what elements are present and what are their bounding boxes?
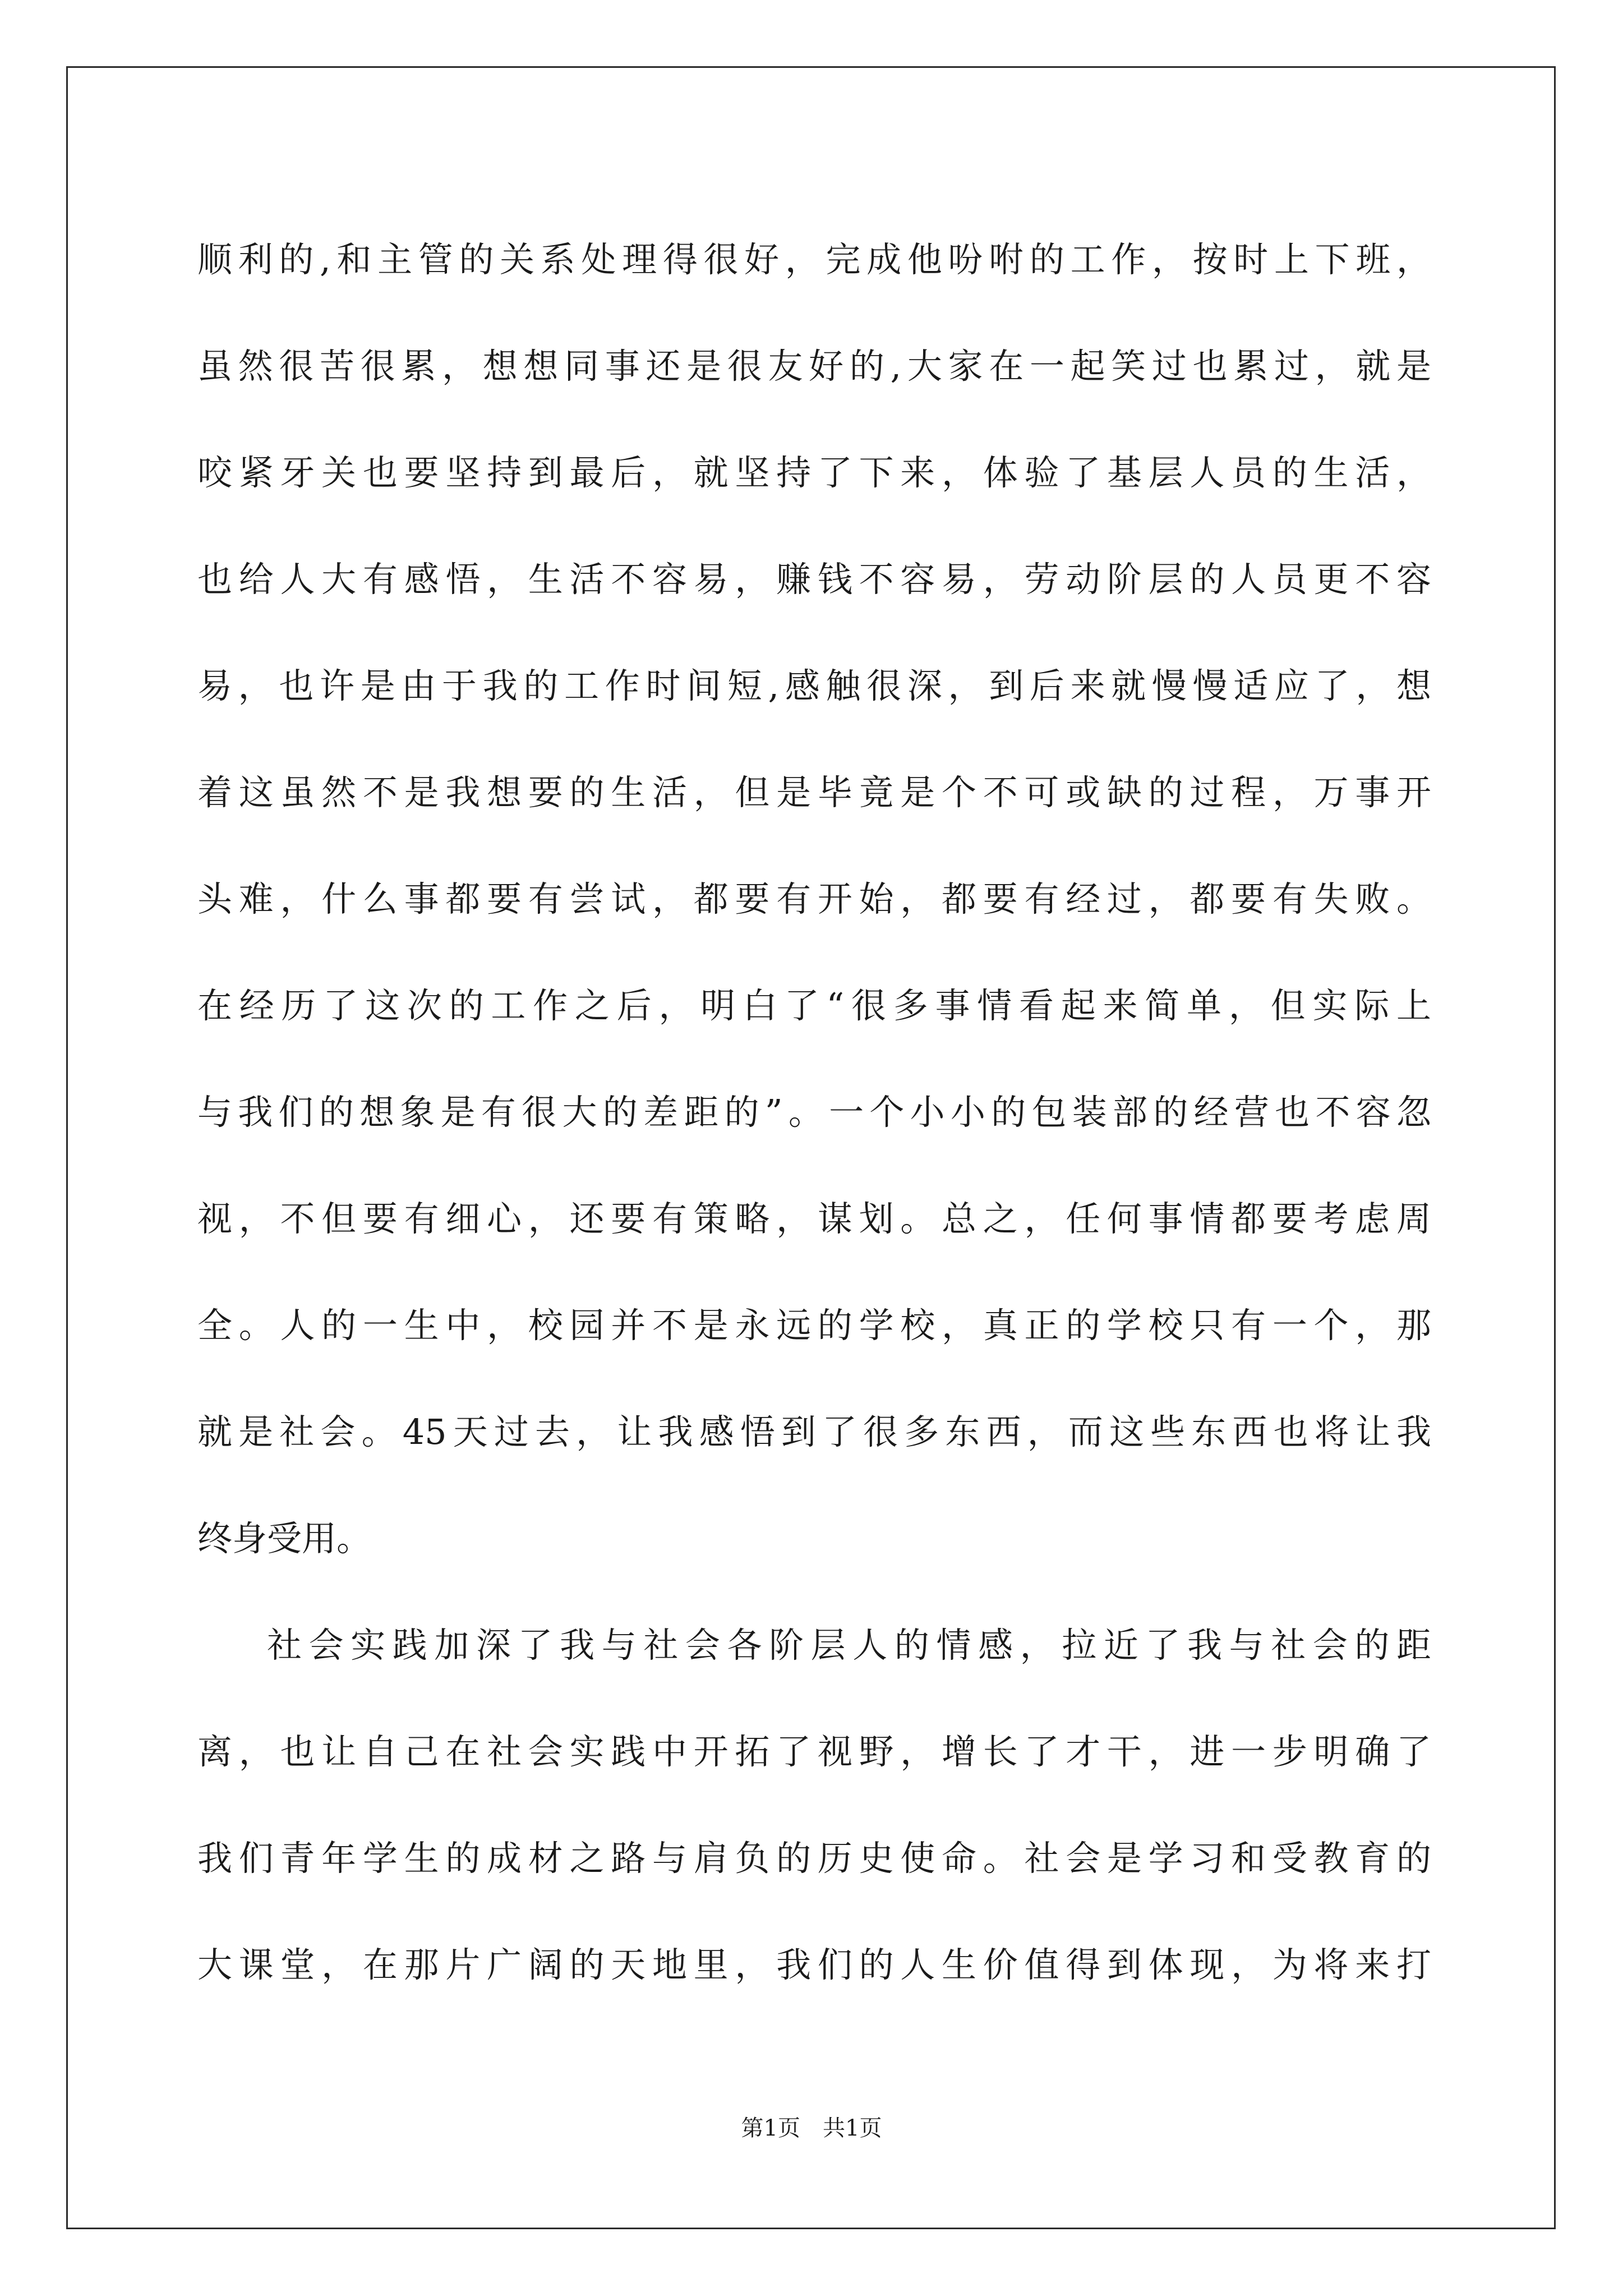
text-line: 也给人大有感悟，生活不容易，赚钱不容易，劳动阶层的人员更不容 <box>197 559 1431 600</box>
text-line: 与我们的想象是有很大的差距的”。一个小小的包装部的经营也不容忽 <box>197 1092 1431 1133</box>
text-line: 虽然很苦很累，想想同事还是很友好的,大家在一起笑过也累过，就是 <box>197 346 1431 386</box>
text-line: 离，也让自己在社会实践中开拓了视野，增长了才干，进一步明确了 <box>197 1731 1431 1772</box>
body-text <box>197 206 1431 2018</box>
paragraph-2 <box>197 1592 1431 2018</box>
text-line: 就是社会。45天过去，让我感悟到了很多东西，而这些东西也将让我 <box>197 1411 1431 1452</box>
text-line: 易，也许是由于我的工作时间短,感触很深，到后来就慢慢适应了，想 <box>197 665 1431 706</box>
text-line: 头难，什么事都要有尝试，都要有开始，都要有经过，都要有失败。 <box>197 878 1431 919</box>
text-line: 在经历了这次的工作之后，明白了“很多事情看起来简单，但实际上 <box>197 985 1431 1026</box>
text-line: 着这虽然不是我想要的生活，但是毕竟是个不可或缺的过程，万事开 <box>197 772 1431 813</box>
text-line: 终身受用。 <box>197 1518 372 1559</box>
text-line: 全。人的一生中，校园并不是永远的学校，真正的学校只有一个，那 <box>197 1305 1431 1346</box>
text-line: 大课堂，在那片广阔的天地里，我们的人生价值得到体现，为将来打 <box>197 1944 1431 1985</box>
text-line: 视，不但要有细心，还要有策略，谋划。总之，任何事情都要考虑周 <box>197 1198 1431 1239</box>
page-number-footer: 第1页 共1页 <box>741 2115 882 2141</box>
text-line: 社会实践加深了我与社会各阶层人的情感，拉近了我与社会的距 <box>267 1625 1431 1665</box>
text-line: 咬紧牙关也要坚持到最后，就坚持了下来，体验了基层人员的生活， <box>197 452 1431 493</box>
text-line: 顺利的,和主管的关系处理得很好，完成他吩咐的工作，按时上下班， <box>197 239 1431 280</box>
text-line: 我们青年学生的成材之路与肩负的历史使命。社会是学习和受教育的 <box>197 1838 1431 1879</box>
paragraph-1 <box>197 206 1431 1592</box>
